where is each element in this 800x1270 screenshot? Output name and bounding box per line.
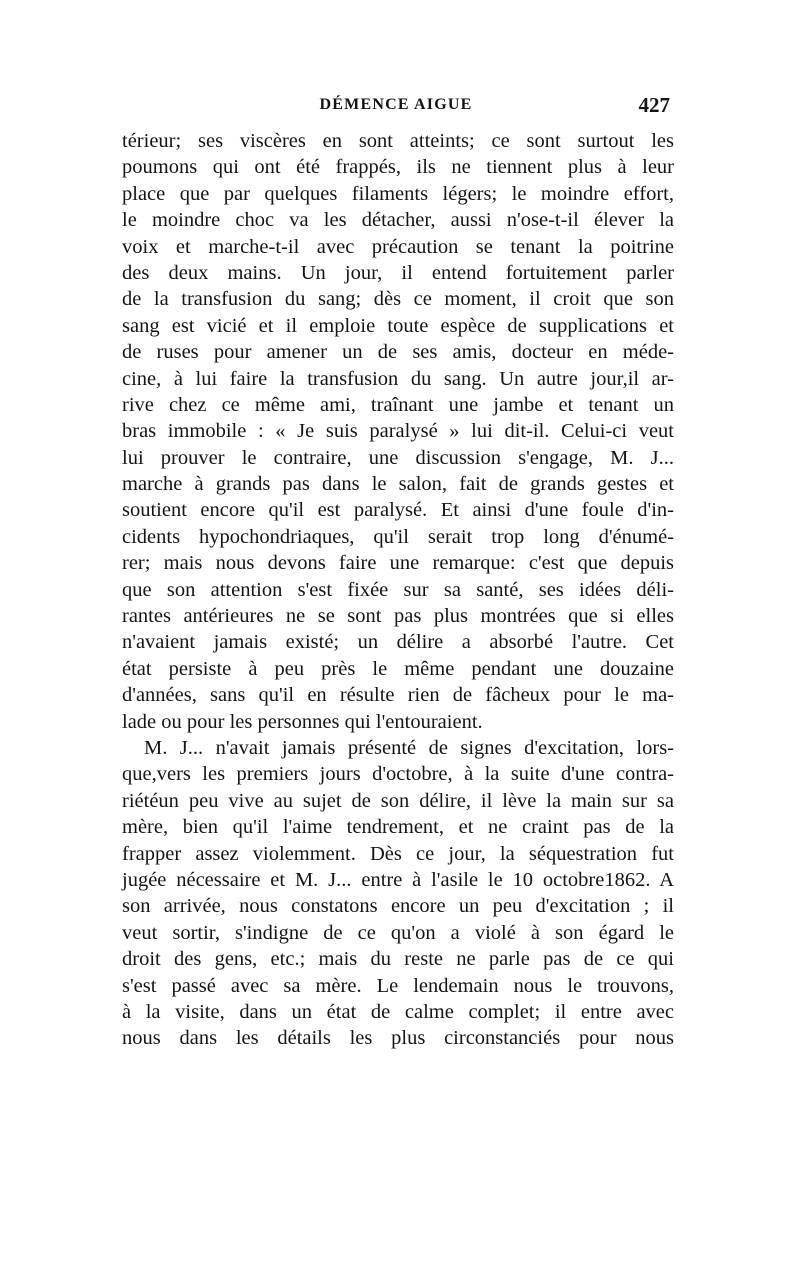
text-line: marche à grands pas dans le salon, fait de grands gestes et bbox=[122, 473, 674, 496]
text-line: le moindre choc va les détacher, aussi n'ose-t-il élever la bbox=[122, 209, 674, 232]
text-line: lade ou pour les personnes qui l'entouraient. bbox=[122, 710, 483, 733]
text-line: veut sortir, s'indigne de ce qu'on a violé à son égard le bbox=[122, 921, 674, 944]
text-line: place que par quelques filaments légers; le moindre effort, bbox=[122, 182, 674, 205]
text-line: à la visite, dans un état de calme complet; il entre avec bbox=[122, 1000, 674, 1023]
text-line: soutient encore qu'il est paralysé. Et ainsi d'une foule d'in- bbox=[122, 499, 674, 522]
body-text bbox=[122, 128, 674, 1052]
text-line: n'avaient jamais existé; un délire a absorbé l'autre. Cet bbox=[122, 631, 674, 654]
text-line: son arrivée, nous constatons encore un peu d'excitation ; il bbox=[122, 895, 674, 918]
page-header bbox=[122, 90, 670, 120]
text-line: riétéun peu vive au sujet de son délire, il lève la main sur sa bbox=[122, 789, 674, 812]
text-line: droit des gens, etc.; mais du reste ne parle pas de ce qui bbox=[122, 948, 674, 971]
text-line: rantes antérieures ne se sont pas plus montrées que si elles bbox=[122, 605, 674, 628]
text-line: rive chez ce même ami, traînant une jambe et tenant un bbox=[122, 393, 674, 416]
page-number: 427 bbox=[638, 93, 670, 117]
text-line: poumons qui ont été frappés, ils ne tiennent plus à leur bbox=[122, 156, 674, 179]
text-line: bras immobile : « Je suis paralysé » lui dit-il. Celui-ci veut bbox=[122, 420, 674, 443]
text-line: cidents hypochondriaques, qu'il serait trop long d'énumé- bbox=[122, 525, 674, 548]
text-line: jugée nécessaire et M. J... entre à l'asile le 10 octobre1862. A bbox=[122, 868, 674, 891]
text-line: s'est passé avec sa mère. Le lendemain nous le trouvons, bbox=[122, 974, 674, 997]
text-line: voix et marche-t-il avec précaution se tenant la poitrine bbox=[122, 235, 674, 258]
running-title: DÉMENCE AIGUE bbox=[319, 96, 473, 113]
text-line: de ruses pour amener un de ses amis, docteur en méde- bbox=[122, 341, 674, 364]
text-line: d'années, sans qu'il en résulte rien de fâcheux pour le ma- bbox=[122, 684, 674, 707]
text-line: mère, bien qu'il l'aime tendrement, et ne craint pas de la bbox=[122, 816, 674, 839]
text-line: rer; mais nous devons faire une remarque: c'est que depuis bbox=[122, 552, 674, 575]
text-line: frapper assez violemment. Dès ce jour, la séquestration fut bbox=[122, 842, 674, 865]
text-line: que,vers les premiers jours d'octobre, à la suite d'une contra- bbox=[122, 763, 674, 786]
text-line: état persiste à peu près le même pendant une douzaine bbox=[122, 657, 674, 680]
text-line: M. J... n'avait jamais présenté de signes d'excitation, lors- bbox=[144, 736, 674, 759]
text-line: sang est vicié et il emploie toute espèce de supplications et bbox=[122, 314, 674, 337]
text-line: nous dans les détails les plus circonstanciés pour nous bbox=[122, 1027, 674, 1050]
text-line: cine, à lui faire la transfusion du sang. Un autre jour,il ar- bbox=[122, 367, 674, 390]
text-line: de la transfusion du sang; dès ce moment, il croit que son bbox=[122, 288, 674, 311]
text-line: des deux mains. Un jour, il entend fortuitement parler bbox=[122, 261, 674, 284]
text-line: lui prouver le contraire, une discussion s'engage, M. J... bbox=[122, 446, 674, 469]
text-line: térieur; ses viscères en sont atteints; ce sont surtout les bbox=[122, 130, 674, 152]
text-line: que son attention s'est fixée sur sa santé, ses idées déli- bbox=[122, 578, 674, 601]
